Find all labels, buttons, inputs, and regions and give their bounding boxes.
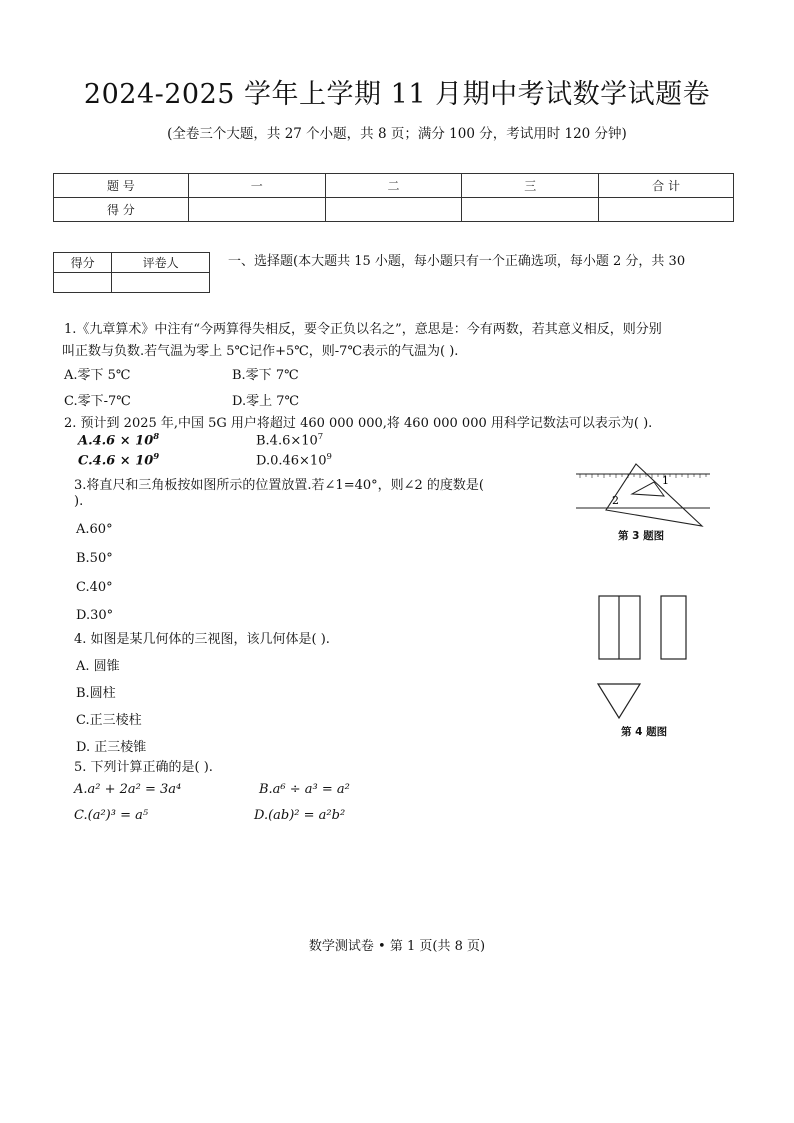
question-1-line2: 叫正数与负数.若气温为零上 5℃记作+5℃，则-7℃表示的气温为( ). <box>62 344 459 359</box>
side-view <box>661 596 686 659</box>
q4-option-c: C.正三棱柱 <box>76 713 142 728</box>
score-header-section3: 三 <box>462 174 599 198</box>
score-row-label: 得 分 <box>54 198 189 222</box>
score-table <box>53 173 734 222</box>
score-header-total: 合 计 <box>599 174 734 198</box>
question-5-stem: 5. 下列计算正确的是( ). <box>74 760 213 775</box>
grader-name-label: 评卷人 <box>112 253 210 273</box>
q5-option-a: A.a² + 2a² = 3a⁴ <box>74 782 182 797</box>
question-1-line1: 1.《九章算术》中注有“今两算得失相反，要令正负以名之”，意思是：今有两数，若其意义相反，则分别 <box>64 322 662 337</box>
question-3-line1: 3.将直尺和三角板按如图所示的位置放置.若∠1=40°，则∠2 的度数是( <box>74 478 485 493</box>
question-4-stem: 4. 如图是某几何体的三视图，该几何体是( ). <box>74 632 330 647</box>
score-header-section2: 二 <box>325 174 462 198</box>
score-header-label: 题 号 <box>54 174 189 198</box>
three-views-figure <box>590 590 700 725</box>
figure-4-caption: 第 4 题图 <box>621 726 668 738</box>
q1-option-d: D.零上 7℃ <box>232 394 300 409</box>
q2-option-d: $D.0.46\times 10^9$ <box>256 452 332 469</box>
exam-instructions: (全卷三个大题，共 27 个小题，共 8 页；满分 100 分，考试用时 120 分钟) <box>167 126 627 142</box>
grader-cell <box>54 273 112 293</box>
question-2-stem: 2. 预计到 2025 年,中国 5G 用户将超过 460 000 000,将 460 000 000 用科学记数法可以表示为( ). <box>64 416 653 431</box>
score-cell <box>325 198 462 222</box>
score-cell <box>462 198 599 222</box>
ruler-triangle-figure <box>570 460 715 530</box>
question-3-line2: ). <box>74 494 84 509</box>
q3-option-b: B.50° <box>76 551 113 566</box>
q1-option-c: C.零下-7℃ <box>64 394 131 409</box>
q2-option-c: $C.4.6 \times 10^9$ <box>78 452 160 469</box>
angle-1-label: 1 <box>662 474 669 487</box>
grader-score-label: 得分 <box>54 253 112 273</box>
grader-table <box>53 252 210 293</box>
q3-option-d: D.30° <box>76 608 114 623</box>
score-cell <box>599 198 734 222</box>
section-heading: 一、选择题(本大题共 15 小题，每小题只有一个正确选项，每小题 2 分，共 30 <box>228 254 686 269</box>
q5-option-c: C.(a²)³ = a⁵ <box>74 808 149 823</box>
page-title: 2024-2025 学年上学期 11 月期中考试数学试题卷 <box>83 79 711 110</box>
page-footer: 数学测试卷 • 第 1 页(共 8 页) <box>308 939 486 954</box>
q4-option-b: B.圆柱 <box>76 686 116 701</box>
q2-option-a: $A.4.6 \times 10^8$ <box>78 432 160 449</box>
angle-2-label: 2 <box>612 494 619 507</box>
figure-3-caption: 第 3 题图 <box>618 530 665 542</box>
grader-cell <box>112 273 210 293</box>
q5-option-d: D.(ab)² = a²b² <box>254 808 346 823</box>
q4-option-d: D. 正三棱锥 <box>76 740 147 755</box>
score-cell <box>188 198 325 222</box>
q5-option-b: B.a⁶ ÷ a³ = a² <box>259 782 350 797</box>
top-view <box>598 684 640 718</box>
q2-option-b: $B.4.6\times 10^7$ <box>256 432 324 449</box>
q4-option-a: A. 圆锥 <box>76 659 120 674</box>
score-header-section1: 一 <box>188 174 325 198</box>
q3-option-c: C.40° <box>76 580 113 595</box>
q3-option-a: A.60° <box>76 522 113 537</box>
q1-option-b: B.零下 7℃ <box>232 368 299 383</box>
q1-option-a: A.零下 5℃ <box>64 368 131 383</box>
